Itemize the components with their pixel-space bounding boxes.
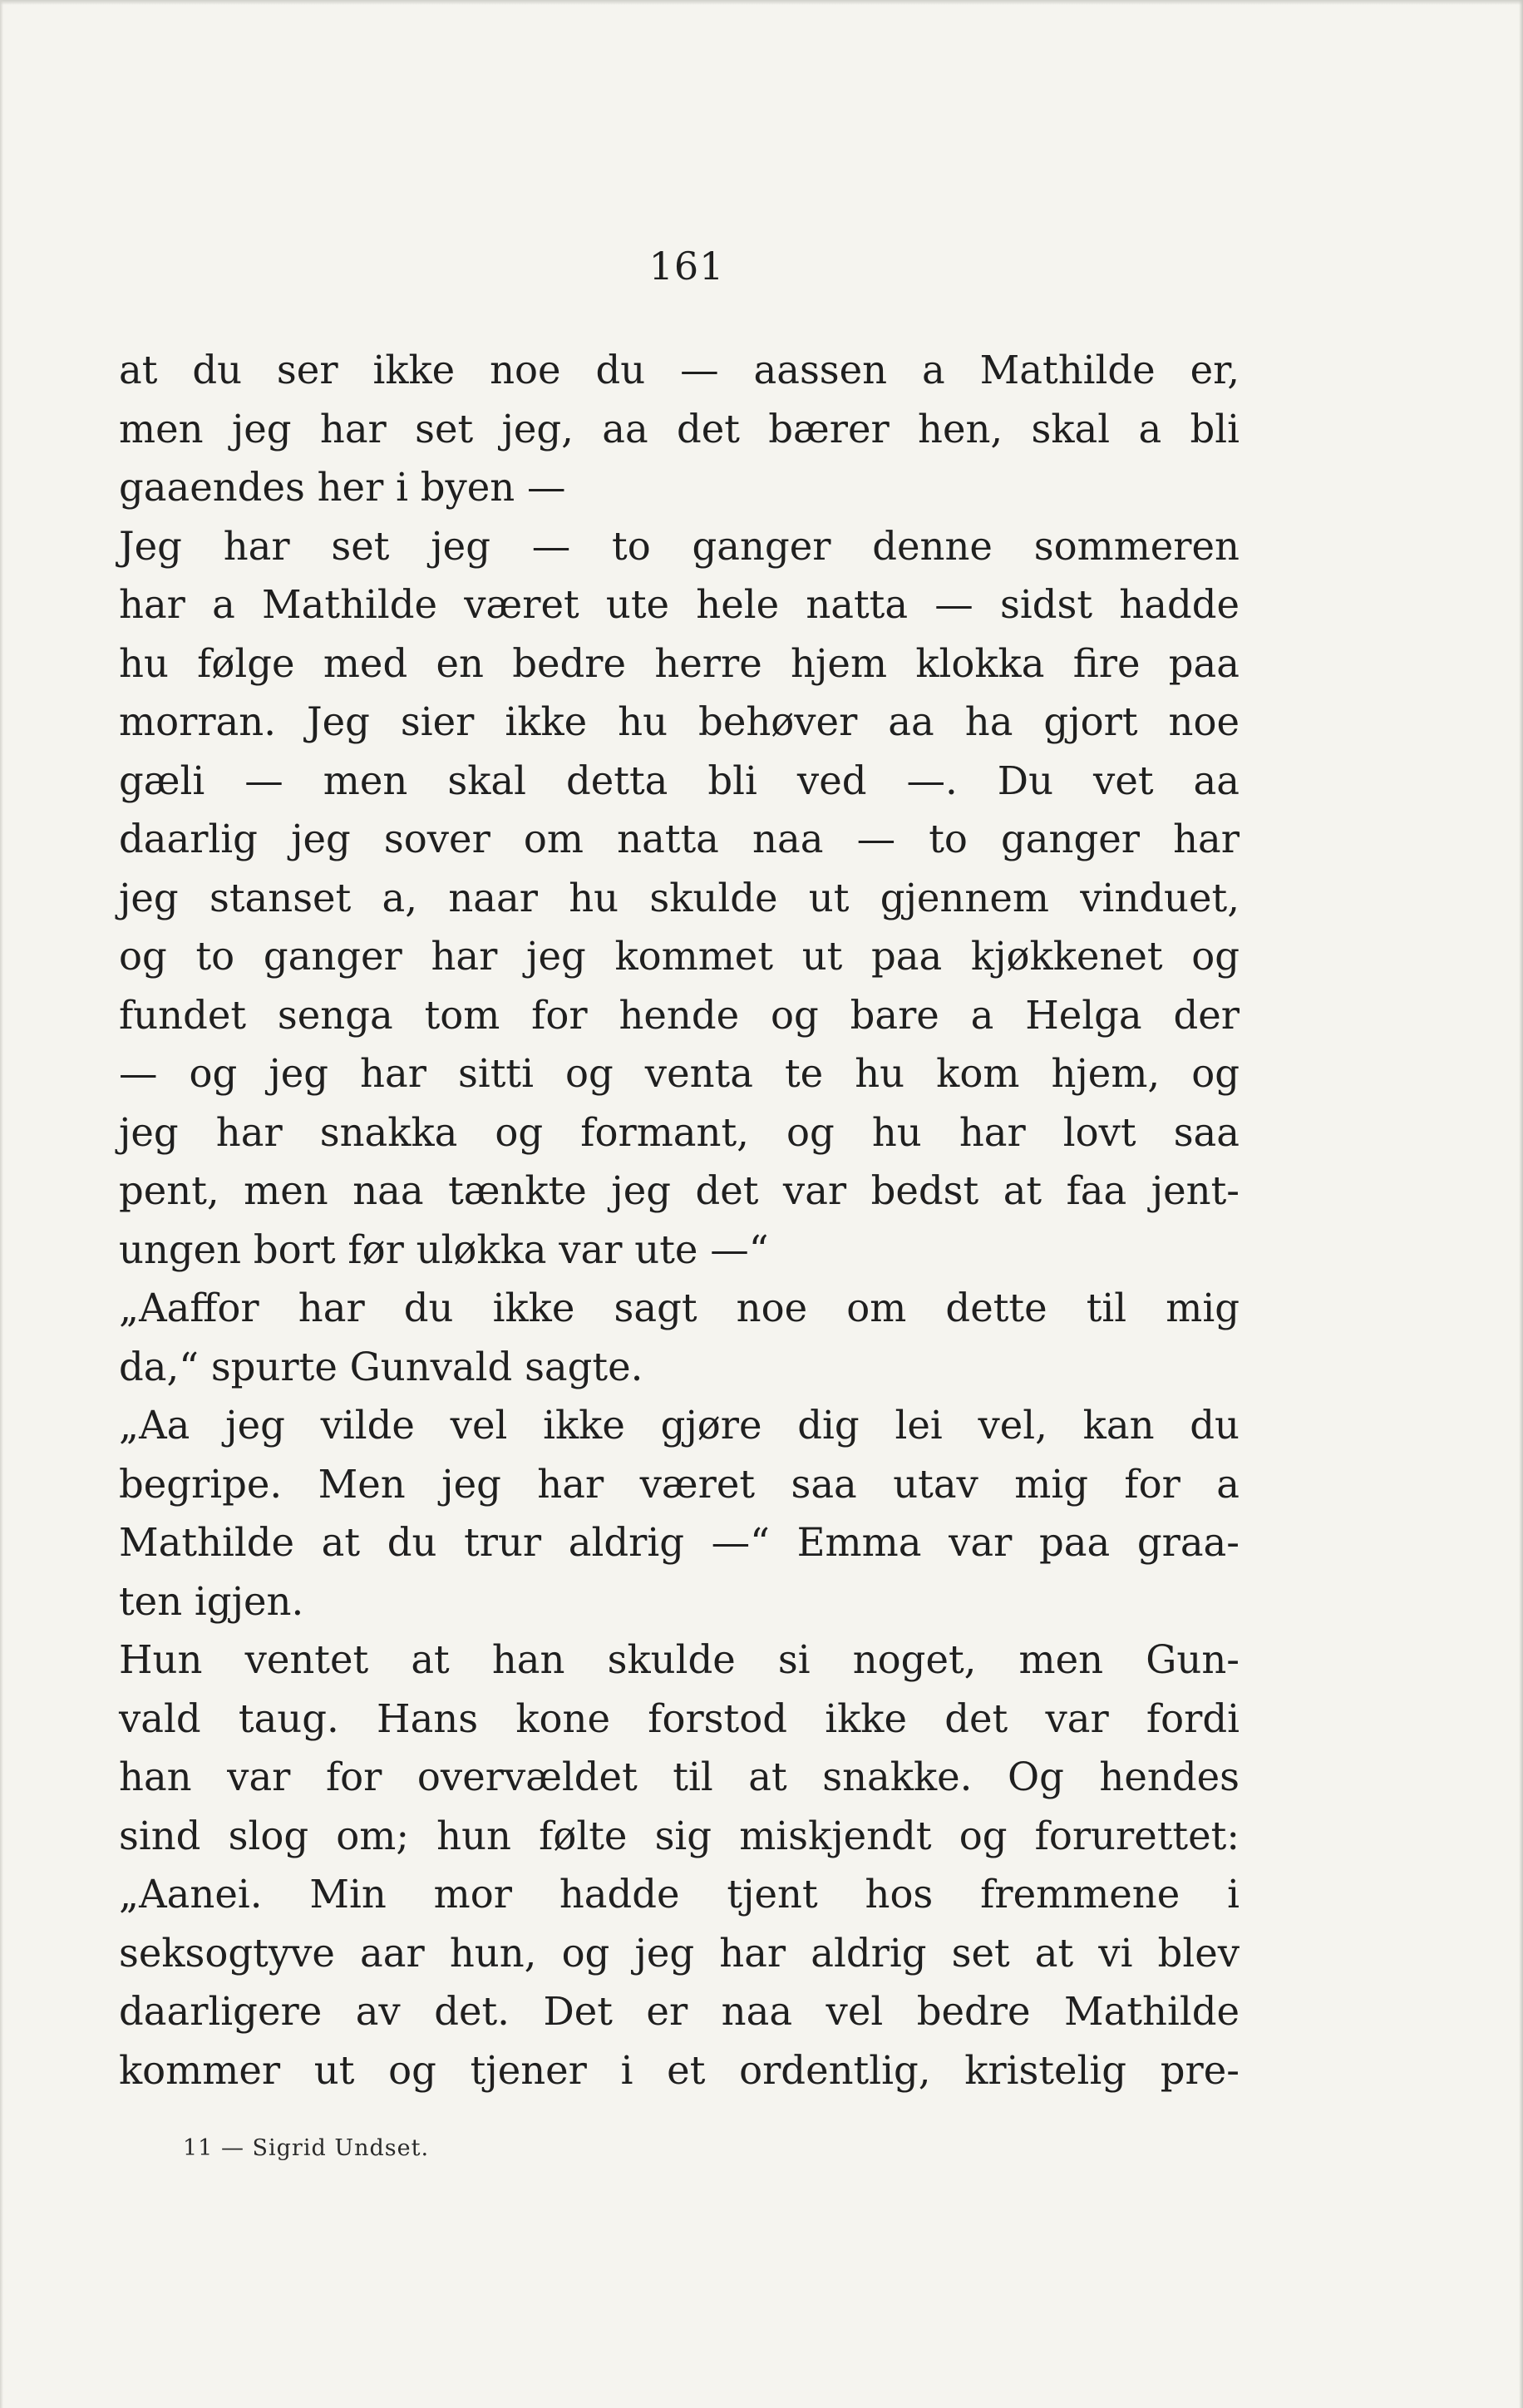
text-line: gæli — men skal detta bli ved —. Du vet aa xyxy=(119,757,1240,803)
text-line: og to ganger har jeg kommet ut paa kjøkkenet og xyxy=(119,934,1240,979)
text-line: jeg stanset a, naar hu skulde ut gjennem vinduet, xyxy=(119,875,1240,920)
text-line: han var for overvældet til at snakke. Og hendes xyxy=(119,1754,1240,1799)
text-line: „Aaffor har du ikke sagt noe om dette til mig xyxy=(119,1285,1240,1330)
text-line: pent, men naa tænkte jeg det var bedst at faa jent- xyxy=(119,1168,1240,1213)
text-line: Hun ventet at han skulde si noget, men Gun- xyxy=(119,1637,1240,1682)
text-line: har a Mathilde været ute hele natta — sidst hadde xyxy=(119,582,1240,627)
text-line: daarlig jeg sover om natta naa — to ganger har xyxy=(119,817,1240,861)
text-line: sind slog om; hun følte sig miskjendt og forurettet: xyxy=(119,1813,1240,1858)
text-line: jeg har snakka og formant, og hu har lovt saa xyxy=(119,1109,1240,1155)
text-line: gaaendes her i byen — xyxy=(119,465,566,510)
text-line: daarligere av det. Det er naa vel bedre Mathilde xyxy=(119,1989,1240,2034)
body-text xyxy=(119,341,1240,2100)
text-line: Jeg har set jeg — to ganger denne sommeren xyxy=(119,523,1240,569)
text-line: fundet senga tom for hende og bare a Helga der xyxy=(119,992,1240,1038)
text-line: vald taug. Hans kone forstod ikke det var fordi xyxy=(119,1695,1240,1741)
text-line: Mathilde at du trur aldrig —“ Emma var paa graa- xyxy=(119,1520,1240,1565)
page-number: 161 xyxy=(648,244,725,289)
text-line: at du ser ikke noe du — aassen a Mathilde er, xyxy=(119,348,1240,392)
text-line: begripe. Men jeg har været saa utav mig for a xyxy=(119,1461,1240,1507)
text-line: — og jeg har sitti og venta te hu kom hjem, og xyxy=(119,1051,1240,1096)
page-edge xyxy=(0,0,1523,5)
text-line: da,“ spurte Gunvald sagte. xyxy=(119,1344,643,1389)
text-line: men jeg har set jeg, aa det bærer hen, skal a bli xyxy=(119,406,1240,452)
text-line: „Aa jeg vilde vel ikke gjøre dig lei vel, kan du xyxy=(119,1403,1240,1448)
text-line: seksogtyve aar hun, og jeg har aldrig set at vi blev xyxy=(119,1930,1240,1976)
text-line: ungen bort før uløkka var ute —“ xyxy=(119,1226,769,1272)
text-line: kommer ut og tjener i et ordentlig, kristelig pre- xyxy=(119,2047,1240,2093)
text-line: morran. Jeg sier ikke hu behøver aa ha gjort noe xyxy=(119,699,1240,744)
text-line: „Aanei. Min mor hadde tjent hos fremmene i xyxy=(119,1872,1240,1917)
text-line: hu følge med en bedre herre hjem klokka fire paa xyxy=(119,640,1240,686)
page-edge xyxy=(0,0,3,2408)
footer-signature: 11 — Sigrid Undset. xyxy=(183,2135,430,2161)
page-edge xyxy=(1519,0,1523,2408)
text-line: ten igjen. xyxy=(119,1578,304,1624)
